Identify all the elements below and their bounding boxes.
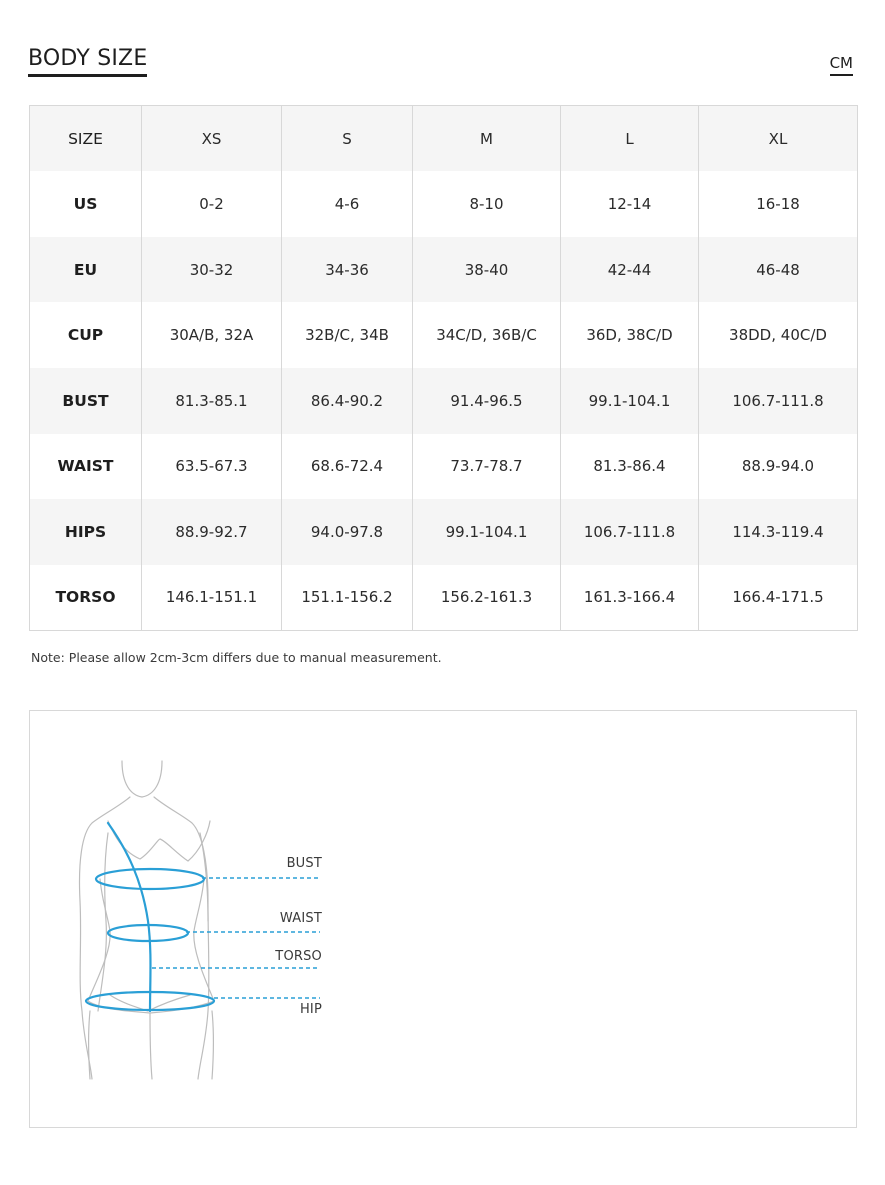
table-cell: 8-10 [413,171,561,237]
table-cell: 91.4-96.5 [413,368,561,434]
table-cell: 86.4-90.2 [282,368,413,434]
table-cell: 38DD, 40C/D [699,302,858,368]
table-cell: 99.1-104.1 [413,499,561,565]
size-chart-table [29,105,858,631]
table-cell: 30A/B, 32A [142,302,282,368]
row-label: BUST [30,368,142,434]
table-cell: 12-14 [561,171,699,237]
table-cell: 94.0-97.8 [282,499,413,565]
table-row-bust [30,368,858,434]
row-label: SIZE [30,106,142,172]
table-cell: 99.1-104.1 [561,368,699,434]
table-cell: 156.2-161.3 [413,565,561,631]
table-cell: 34-36 [282,237,413,303]
table-cell: 166.4-171.5 [699,565,858,631]
row-label: WAIST [57,457,114,476]
row-label: US [73,194,98,213]
table-cell: 36D, 38C/D [561,302,699,368]
row-label: TORSO [55,588,116,607]
table-cell: 161.3-166.4 [561,565,699,631]
table-cell: 0-2 [142,171,282,237]
table-row-eu [30,237,858,303]
table-cell: 32B/C, 34B [282,302,413,368]
page-title: BODY SIZE [28,46,147,77]
table-cell: 38-40 [413,237,561,303]
table-row-torso [30,565,858,631]
row-label: HIPS [30,499,142,565]
table-cell: 4-6 [282,171,413,237]
table-cell: 114.3-119.4 [699,499,858,565]
table-row-hips [30,499,858,565]
table-cell: 146.1-151.1 [142,565,282,631]
table-cell: 63.5-67.3 [142,434,282,500]
label-hip: HIP [299,1002,322,1017]
row-label: EU [30,237,142,303]
table-cell: 81.3-86.4 [561,434,699,500]
table-cell: 68.6-72.4 [282,434,413,500]
table-cell: XL [699,106,858,172]
label-bust: BUST [286,856,322,871]
table-cell: 46-48 [699,237,858,303]
table-cell: S [282,106,413,172]
table-cell: 88.9-92.7 [142,499,282,565]
table-cell: XS [142,106,282,172]
table-cell: 30-32 [142,237,282,303]
table-cell: 34C/D, 36B/C [413,302,561,368]
measurement-diagram [29,710,857,1128]
measurement-note: Note: Please allow 2cm-3cm differs due to manual measurement. [31,650,442,665]
table-cell: 88.9-94.0 [699,434,858,500]
table-cell: 42-44 [561,237,699,303]
table-cell: M [413,106,561,172]
row-label: CUP [67,326,104,345]
unit-toggle[interactable]: CM [830,55,853,76]
body-figure-illustration [30,711,858,1129]
label-torso: TORSO [275,949,322,964]
table-cell: L [561,106,699,172]
table-row-size [30,106,858,172]
table-row-us [30,171,858,237]
table-cell: 73.7-78.7 [413,434,561,500]
table-cell: 151.1-156.2 [282,565,413,631]
label-waist: WAIST [279,911,322,926]
table-cell: 106.7-111.8 [561,499,699,565]
table-cell: 81.3-85.1 [142,368,282,434]
table-cell: 106.7-111.8 [699,368,858,434]
table-row-waist [30,434,858,500]
table-row-cup [30,302,858,368]
table-cell: 16-18 [699,171,858,237]
